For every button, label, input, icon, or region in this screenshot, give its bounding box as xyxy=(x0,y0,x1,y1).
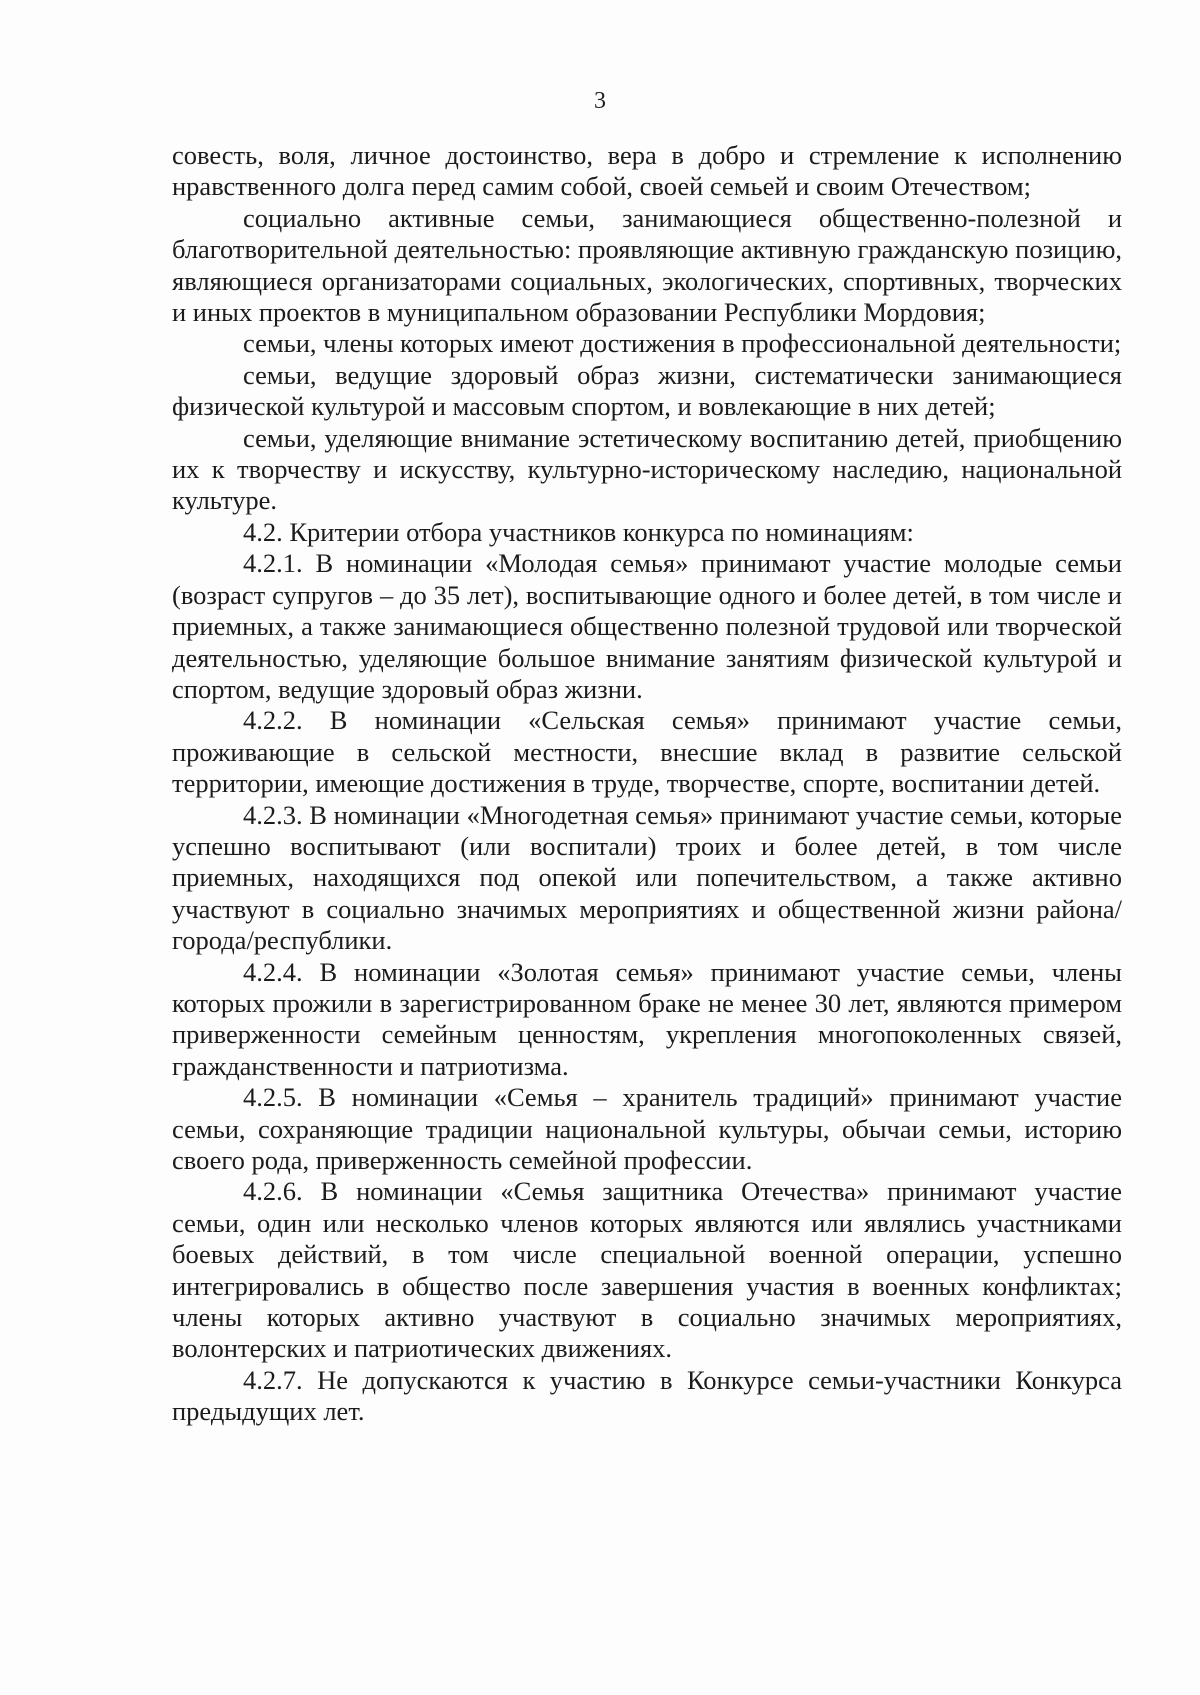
paragraph: социально активные семьи, занимающиеся общественно-полезной и благотворительной деятельностью: проявляющие активную гражданскую позицию, являющиеся организаторами социальных, экологических, спортивных, творческих и иных проектов в муниципальном образовании Республики Мордовия; xyxy=(172,202,1122,328)
paragraph: 4.2.6. В номинации «Семья защитника Отечества» принимают участие семьи, один или несколько членов которых являются или являлись участниками боевых действий, в том числе специальной военной операции, успешно интегрировались в общество после завершения участия в военных конфликтах; члены которых активно участвуют в социально значимых мероприятиях, волонтерских и патриотических движениях. xyxy=(172,1176,1122,1364)
paragraph: 4.2.5. В номинации «Семья – хранитель традиций» принимают участие семьи, сохраняющие традиции национальной культуры, обычаи семьи, историю своего рода, приверженность семейной профессии. xyxy=(172,1082,1122,1175)
paragraph: 4.2.7. Не допускаются к участию в Конкурсе семьи-участники Конкурса предыдущих лет. xyxy=(172,1364,1122,1427)
paragraph: семьи, уделяющие внимание эстетическому воспитанию детей, приобщению их к творчеству и искусству, культурно-историческому наследию, национальной культуре. xyxy=(172,422,1122,516)
paragraph: семьи, члены которых имеют достижения в профессиональной деятельности; xyxy=(243,328,1122,359)
paragraph: семьи, ведущие здоровый образ жизни, систематически занимающиеся физической культурой и массовым спортом, и вовлекающие в них детей; xyxy=(172,359,1122,422)
paragraph: 4.2.3. В номинации «Многодетная семья» принимают участие семьи, которые успешно воспитывают (или воспитали) троих и более детей, в том числе приемных, находящихся под опекой или попечительством, а также активно участвуют в социально значимых мероприятиях и общественной жизни района/города/республики. xyxy=(172,799,1122,956)
paragraph: 4.2.4. В номинации «Золотая семья» принимают участие семьи, члены которых прожили в зарегистрированном браке не менее 30 лет, являются примером приверженности семейным ценностям, укрепления многопоколенных связей, гражданственности и патриотизма. xyxy=(172,956,1122,1081)
paragraph: 4.2.2. В номинации «Сельская семья» принимают участие семьи, проживающие в сельской местности, внесшие вклад в развитие сельской территории, имеющие достижения в труде, творчестве, спорте, воспитании детей. xyxy=(172,705,1122,799)
page-number: 3 xyxy=(594,88,606,114)
paragraph: 4.2.1. В номинации «Молодая семья» принимают участие молодые семьи (возраст супругов – до 35 лет), воспитывающие одного и более детей, в том числе и приемных, а также занимающиеся общественно полезной трудовой или творческой деятельностью, уделяющие большое внимание занятиям физической культурой и спортом, ведущие здоровый образ жизни. xyxy=(172,548,1122,704)
paragraph: совесть, воля, личное достоинство, вера в добро и стремление к исполнению нравственного долга перед самим собой, своей семьей и своим Отечеством; xyxy=(172,140,1122,202)
document-body xyxy=(172,140,1122,1428)
paragraph: 4.2. Критерии отбора участников конкурса по номинациям: xyxy=(243,516,914,547)
